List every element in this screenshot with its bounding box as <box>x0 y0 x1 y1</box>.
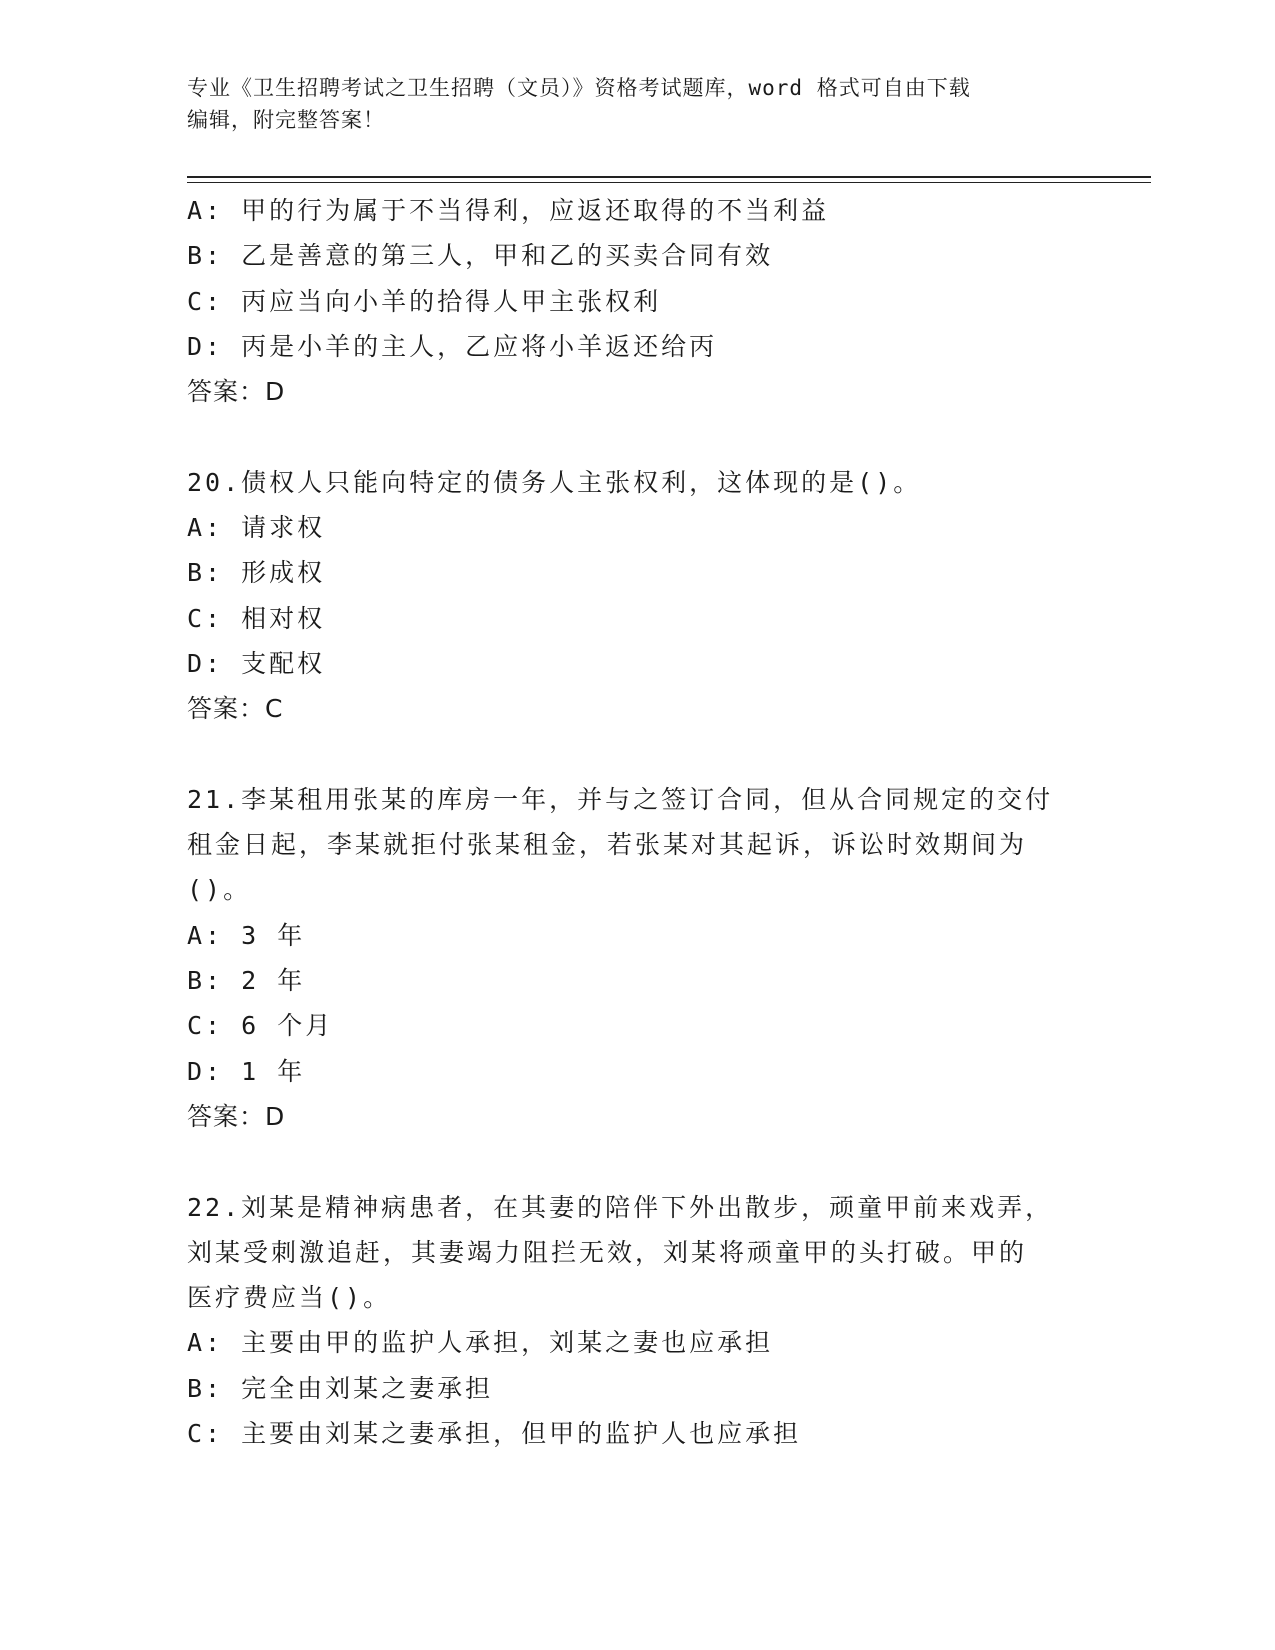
question-21 <box>187 777 1087 1139</box>
option-b: B: 2 年 <box>187 966 306 996</box>
option-d: D: 支配权 <box>187 648 326 678</box>
header-line-2: 编辑，附完整答案！ <box>187 108 385 132</box>
question-stem: ()。 <box>187 875 252 905</box>
option-b: B: 形成权 <box>187 558 326 588</box>
option-c: C: 丙应当向小羊的拾得人甲主张权利 <box>187 286 662 316</box>
spacer <box>187 414 1087 459</box>
spacer <box>187 1139 1087 1184</box>
option-a: A: 甲的行为属于不当得利，应返还取得的不当利益 <box>187 196 830 225</box>
answer: 答案：D <box>187 1101 286 1131</box>
header-divider-thin <box>187 182 1151 183</box>
question-stem: 20.债权人只能向特定的债务人主张权利，这体现的是()。 <box>187 467 922 497</box>
answer: 答案：C <box>187 694 284 724</box>
answer: 答案：D <box>187 377 286 407</box>
option-a: A: 3 年 <box>187 920 306 950</box>
question-stem: 21.李某租用张某的库房一年，并与之签订合同，但从合同规定的交付 <box>187 784 1054 814</box>
option-c: C: 相对权 <box>187 603 326 633</box>
question-stem: 22.刘某是精神病患者，在其妻的陪伴下外出散步，顽童甲前来戏弄， <box>187 1192 1054 1222</box>
spacer <box>187 732 1087 777</box>
header-divider-thick <box>187 176 1151 178</box>
option-b: B: 完全由刘某之妻承担 <box>187 1373 494 1403</box>
option-d: D: 1 年 <box>187 1056 306 1086</box>
question-22 <box>187 1185 1087 1457</box>
question-list <box>187 188 1087 1456</box>
option-a: A: 主要由甲的监护人承担，刘某之妻也应承担 <box>187 1328 774 1358</box>
question-20 <box>187 460 1087 732</box>
option-d: D: 丙是小羊的主人，乙应将小羊返还给丙 <box>187 331 718 361</box>
option-a: A: 请求权 <box>187 513 326 543</box>
option-c: C: 主要由刘某之妻承担，但甲的监护人也应承担 <box>187 1419 802 1449</box>
question-stem: 租金日起，李某就拒付张某租金，若张某对其起诉，诉讼时效期间为 <box>187 830 1028 860</box>
question-19 <box>187 188 1087 414</box>
header-line-1: 专业《卫生招聘考试之卫生招聘（文员）》资格考试题库，word 格式可自由下载 <box>187 76 971 100</box>
question-stem: 医疗费应当()。 <box>187 1283 392 1313</box>
option-b: B: 乙是善意的第三人，甲和乙的买卖合同有效 <box>187 241 774 271</box>
question-stem: 刘某受刺激追赶，其妻竭力阻拦无效，刘某将顽童甲的头打破。甲的 <box>187 1237 1028 1267</box>
option-c: C: 6 个月 <box>187 1011 334 1041</box>
document-header <box>187 72 1067 136</box>
